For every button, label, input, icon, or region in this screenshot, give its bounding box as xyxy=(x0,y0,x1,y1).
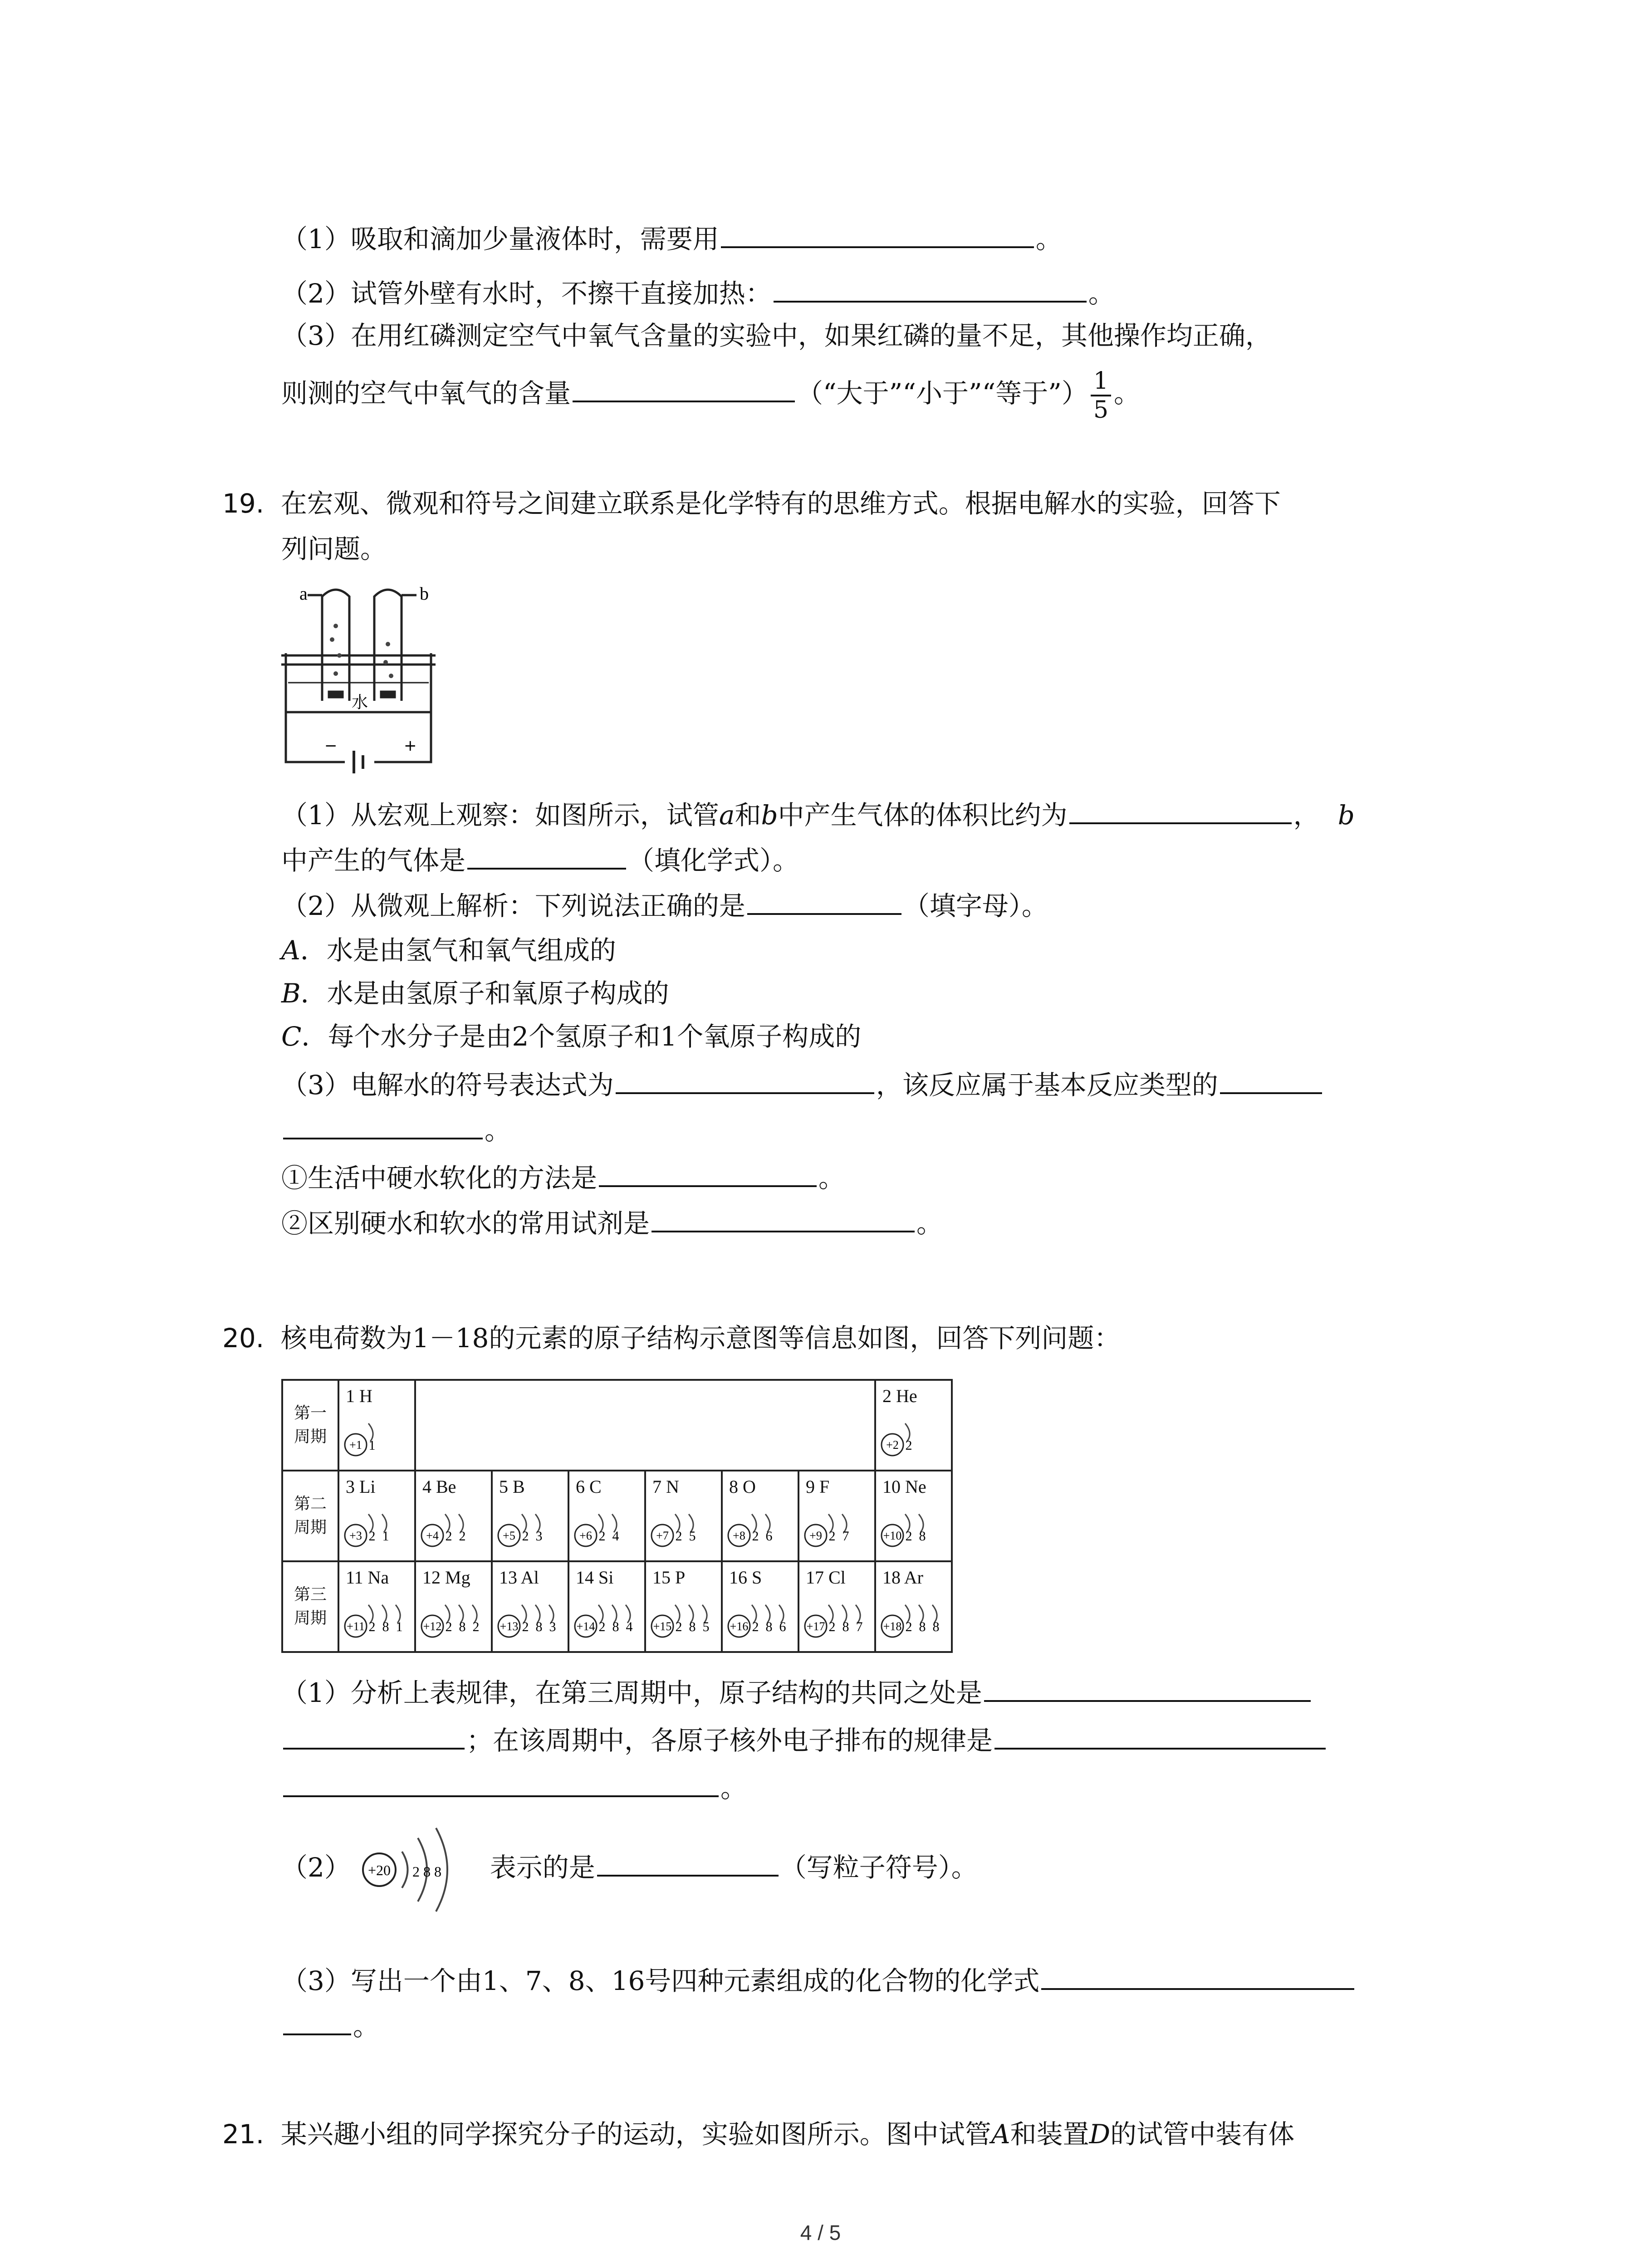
option-text: ．水是由氢气和氧气组成的 xyxy=(300,935,616,966)
period-label-text: 第二 周期 xyxy=(294,1495,327,1537)
answer-blank[interactable] xyxy=(1220,1066,1322,1094)
tube-b-label: b xyxy=(420,583,429,604)
q18-part1-text: （1）吸取和滴加少量液体时，需要用 xyxy=(281,224,719,254)
shell-electron-count: 7 xyxy=(842,1529,849,1544)
q19-stem: 在宏观、微观和符号之间建立联系是化学特有的思维方式。根据电解水的实验，回答下 xyxy=(280,488,1281,519)
q20-stem xyxy=(222,1320,1120,1356)
answer-blank[interactable] xyxy=(1041,1962,1354,1990)
atom-structure-diagram xyxy=(880,1510,950,1556)
shell-electron-count: 2 xyxy=(905,1619,912,1634)
q19-part1-gas: 中产生的气体是 xyxy=(281,845,466,876)
shell-electron-count: 4 xyxy=(612,1529,619,1544)
q19-sub2 xyxy=(281,1204,943,1242)
element-cell xyxy=(722,1561,798,1652)
element-number-symbol: 16 S xyxy=(729,1567,762,1588)
nucleus-charge: +20 xyxy=(368,1862,391,1878)
plus-label: + xyxy=(404,737,417,755)
shell-electron-count: 2 xyxy=(445,1529,452,1544)
shell-electron-count: 2 xyxy=(472,1619,480,1634)
element-cell xyxy=(875,1561,952,1652)
question-number: 21. xyxy=(222,2119,265,2150)
punct: 。 xyxy=(916,1208,943,1239)
element-cell xyxy=(492,1561,568,1652)
shell-electron-count: 8 xyxy=(689,1619,696,1634)
shell-electron-count: 5 xyxy=(702,1619,710,1634)
tube-a-label: a xyxy=(299,583,308,604)
q18-part3-line2 xyxy=(281,367,1140,424)
q19-sub1 xyxy=(281,1159,845,1196)
q20-part3-line1 xyxy=(281,1962,1356,1999)
q21-stem-text: 某兴趣小组的同学探究分子的运动，实验如图所示。图中试管 xyxy=(280,2119,991,2150)
answer-blank[interactable] xyxy=(467,841,626,870)
q18-part3-text2: 则测的空气中氧气的含量 xyxy=(281,378,571,409)
shell-electron-count: 2 xyxy=(522,1529,529,1544)
q19-part1-line2 xyxy=(281,841,799,879)
shell-electron-count: 3 xyxy=(535,1529,543,1544)
element-cell xyxy=(568,1471,645,1561)
q20-part1-rule: ；在该周期中，各原子核外电子排布的规律是 xyxy=(466,1725,993,1756)
punct: ， xyxy=(1293,800,1320,831)
shell-electron-count: 1 xyxy=(382,1529,389,1544)
element-number-symbol: 12 Mg xyxy=(422,1567,470,1588)
answer-blank[interactable] xyxy=(652,1204,915,1232)
element-cell xyxy=(645,1561,722,1652)
answer-blank[interactable] xyxy=(774,274,1087,303)
nucleus-charge: +13 xyxy=(500,1620,519,1633)
var-a: a xyxy=(719,800,735,831)
element-number-symbol: 7 N xyxy=(652,1476,679,1497)
q21-stem xyxy=(222,2116,1294,2152)
q18-part2-text: （2）试管外壁有水时，不擦干直接加热： xyxy=(281,278,772,309)
element-number-symbol: 1 H xyxy=(346,1386,372,1406)
shell-electron-count: 2 xyxy=(459,1529,466,1544)
punct: 。 xyxy=(353,2011,380,2042)
element-number-symbol: 14 Si xyxy=(576,1567,614,1588)
element-cell xyxy=(415,1471,492,1561)
page-number: 4 / 5 xyxy=(800,2221,841,2244)
shell-electron-count: 8 xyxy=(932,1619,940,1634)
period-row-3 xyxy=(282,1561,952,1652)
q20-part1-line1 xyxy=(281,1674,1313,1711)
punct: 。 xyxy=(1114,378,1141,409)
shell-electron-count: 1 xyxy=(368,1438,376,1453)
shell-electron-count: 8 xyxy=(919,1619,926,1634)
q19-part1-text: （1）从宏观上观察：如图所示，试管 xyxy=(281,800,719,831)
shell-electron-count: 2 xyxy=(905,1438,912,1453)
shell-electron-count: 8 xyxy=(535,1619,543,1634)
var-D: D xyxy=(1089,2119,1111,2150)
nucleus-charge: +17 xyxy=(806,1620,825,1633)
element-number-symbol: 6 C xyxy=(576,1476,602,1497)
q19-sub2-text: ②区别硬水和软水的常用试剂是 xyxy=(281,1208,650,1239)
shell-electron-count: 6 xyxy=(779,1619,786,1634)
q20-part2-hint: （写粒子符号）。 xyxy=(780,1852,978,1883)
period-label xyxy=(282,1471,338,1561)
nucleus-charge: +4 xyxy=(426,1529,439,1542)
element-cell xyxy=(338,1561,415,1652)
nucleus-charge: +3 xyxy=(349,1529,362,1542)
element-number-symbol: 3 Li xyxy=(346,1476,376,1497)
option-letter: A xyxy=(281,935,300,966)
atom-structure-diagram xyxy=(573,1601,643,1647)
atom-structure-diagram xyxy=(496,1601,567,1647)
question-number: 19. xyxy=(222,488,265,519)
nucleus-charge: +16 xyxy=(730,1620,749,1633)
answer-blank[interactable] xyxy=(994,1721,1326,1750)
nucleus-charge: +6 xyxy=(579,1529,592,1542)
var-A: A xyxy=(991,2119,1010,2150)
shell-electron-count: 2 xyxy=(522,1619,529,1634)
q20-part1-line2 xyxy=(281,1721,1327,1759)
periodic-table-figure xyxy=(281,1379,953,1653)
minus-label: − xyxy=(324,737,338,755)
shell-electron-count: 8 xyxy=(382,1619,389,1634)
option-text: ．水是由氢原子和氧原子构成的 xyxy=(300,978,669,1009)
q19-part2-hint: （填字母）。 xyxy=(903,890,1048,921)
element-number-symbol: 5 B xyxy=(499,1476,525,1497)
atom-structure-diagram xyxy=(650,1601,720,1647)
question-number: 20. xyxy=(222,1323,265,1354)
answer-blank[interactable] xyxy=(283,1721,465,1750)
answer-blank[interactable] xyxy=(283,1111,483,1139)
shell-electrons: 2 8 8 xyxy=(412,1863,442,1880)
atom-structure-diagram xyxy=(726,1510,797,1556)
q18-part3-text: （3）在用红磷测定空气中氧气含量的实验中，如果红磷的量不足，其他操作均正确， xyxy=(281,320,1272,351)
q19-option-b xyxy=(281,975,669,1012)
answer-blank[interactable] xyxy=(721,220,1034,248)
element-number-symbol: 17 Cl xyxy=(806,1567,846,1588)
punct: 。 xyxy=(485,1115,511,1146)
q18-part2 xyxy=(281,274,1115,312)
period-label-text: 第一 周期 xyxy=(294,1404,327,1446)
water-label: 水 xyxy=(352,693,368,712)
nucleus-charge: +11 xyxy=(347,1620,365,1633)
nucleus-charge: +14 xyxy=(576,1620,595,1633)
q21-stem-text2: 和装置 xyxy=(1010,2119,1089,2150)
atom-structure-diagram xyxy=(420,1510,490,1556)
period-row-1 xyxy=(282,1380,952,1471)
element-cell xyxy=(492,1471,568,1561)
element-cell xyxy=(722,1471,798,1561)
element-number-symbol: 8 O xyxy=(729,1476,756,1497)
element-cell xyxy=(645,1471,722,1561)
nucleus-charge: +2 xyxy=(886,1438,899,1452)
element-cell xyxy=(798,1471,875,1561)
answer-blank[interactable] xyxy=(283,2007,351,2035)
q20-part1-line3 xyxy=(281,1769,747,1806)
answer-blank[interactable] xyxy=(283,1769,719,1797)
atom-structure-diagram xyxy=(880,1420,950,1465)
punct: 。 xyxy=(1088,278,1115,309)
shell-electron-count: 5 xyxy=(689,1529,696,1544)
element-cell xyxy=(875,1471,952,1561)
answer-blank[interactable] xyxy=(1069,796,1292,824)
q20-part3-line2 xyxy=(281,2007,379,2044)
table-gap xyxy=(415,1380,875,1471)
element-number-symbol: 9 F xyxy=(806,1476,830,1497)
shell-electron-count: 8 xyxy=(612,1619,619,1634)
nucleus-charge: +8 xyxy=(733,1529,745,1542)
atom-structure-diagram xyxy=(343,1510,413,1556)
q19-part2 xyxy=(281,887,1048,924)
q19-stem-cont: 列问题。 xyxy=(281,533,387,564)
atom-structure-diagram xyxy=(420,1601,490,1647)
shell-electron-count: 2 xyxy=(905,1529,912,1544)
element-cell xyxy=(415,1561,492,1652)
q19-part3-text: （3）电解水的符号表达式为 xyxy=(281,1070,614,1100)
atom-structure-diagram xyxy=(343,1420,413,1465)
q18-part3-options: （“大于”“小于”“等于”） xyxy=(797,378,1088,409)
shell-electron-count: 8 xyxy=(919,1529,926,1544)
var-b: b xyxy=(1337,800,1355,831)
shell-electron-count: 2 xyxy=(368,1529,376,1544)
element-number-symbol: 18 Ar xyxy=(882,1567,923,1588)
nucleus-charge: +15 xyxy=(653,1620,672,1633)
q20-part2-text: 表示的是 xyxy=(490,1852,595,1883)
shell-electron-count: 2 xyxy=(752,1619,759,1634)
answer-blank[interactable] xyxy=(599,1159,817,1187)
q19-part2-text: （2）从微观上解析：下列说法正确的是 xyxy=(281,890,745,921)
q19-sub1-text: ①生活中硬水软化的方法是 xyxy=(281,1163,598,1193)
shell-electron-count: 7 xyxy=(856,1619,863,1634)
q20-part2-label: （2） xyxy=(281,1852,351,1883)
shell-electron-count: 3 xyxy=(549,1619,556,1634)
q19-stem-line1 xyxy=(222,485,1281,522)
element-number-symbol: 10 Ne xyxy=(882,1476,926,1497)
element-number-symbol: 13 Al xyxy=(499,1567,539,1588)
fraction-numerator: 1 xyxy=(1091,367,1111,396)
answer-blank[interactable] xyxy=(747,887,901,915)
calcium-ion-structure-diagram xyxy=(359,1824,481,1915)
nucleus-charge: +9 xyxy=(809,1529,822,1542)
shell-electron-count: 8 xyxy=(842,1619,849,1634)
shell-electron-count: 4 xyxy=(626,1619,633,1634)
atom-structure-diagram xyxy=(803,1510,873,1556)
q19-stem-line2 xyxy=(281,531,387,567)
shell-electron-count: 1 xyxy=(396,1619,403,1634)
q19-part3-line2 xyxy=(281,1111,511,1149)
element-cell xyxy=(798,1561,875,1652)
element-number-symbol: 4 Be xyxy=(422,1476,456,1497)
q21-stem-text3: 的试管中装有体 xyxy=(1110,2119,1295,2150)
atom-structure-diagram xyxy=(573,1510,643,1556)
q19-part3-type: ，该反应属于基本反应类型的 xyxy=(876,1070,1218,1100)
answer-blank[interactable] xyxy=(573,374,795,402)
q19-option-c xyxy=(281,1018,861,1055)
q18-part3-line1 xyxy=(281,318,1272,354)
atom-structure-diagram xyxy=(650,1510,720,1556)
nucleus-charge: +12 xyxy=(423,1620,442,1633)
shell-electron-count: 2 xyxy=(828,1529,836,1544)
answer-blank[interactable] xyxy=(616,1066,874,1094)
q20-stem-text: 核电荷数为1－18的元素的原子结构示意图等信息如图，回答下列问题： xyxy=(280,1323,1121,1354)
element-cell xyxy=(875,1380,952,1471)
q20-part2 xyxy=(281,1848,978,1888)
element-number-symbol: 2 He xyxy=(882,1386,917,1406)
option-text: ．每个水分子是由2个氢原子和1个氧原子构成的 xyxy=(301,1021,862,1052)
q19-part3-line1 xyxy=(281,1066,1324,1103)
q20-part3-text: （3）写出一个由1、7、8、16号四种元素组成的化合物的化学式 xyxy=(281,1965,1040,1996)
period-label xyxy=(282,1561,338,1652)
period-label xyxy=(282,1380,338,1471)
element-number-symbol: 11 Na xyxy=(346,1567,389,1588)
shell-electron-count: 6 xyxy=(765,1529,773,1544)
shell-electron-count: 2 xyxy=(675,1619,682,1634)
q19-part1-and: 和 xyxy=(735,800,761,831)
shell-electron-count: 8 xyxy=(765,1619,773,1634)
q20-part1-text: （1）分析上表规律，在第三周期中，原子结构的共同之处是 xyxy=(281,1677,982,1708)
shell-electron-count: 8 xyxy=(459,1619,466,1634)
var-b: b xyxy=(761,800,778,831)
answer-blank[interactable] xyxy=(597,1848,779,1877)
period-label-text: 第三 周期 xyxy=(294,1585,327,1628)
atom-structure-diagram xyxy=(343,1601,413,1647)
q19-part1-line1 xyxy=(281,796,1355,833)
option-letter: C xyxy=(281,1021,302,1052)
q19-option-a xyxy=(281,932,616,968)
q19-part1-ratio: 中产生气体的体积比约为 xyxy=(778,800,1068,831)
punct: 。 xyxy=(1035,224,1062,254)
element-cell xyxy=(338,1380,415,1471)
element-cell xyxy=(568,1561,645,1652)
element-number-symbol: 15 P xyxy=(652,1567,686,1588)
electrolysis-apparatus-figure xyxy=(272,576,463,780)
shell-electron-count: 2 xyxy=(752,1529,759,1544)
shell-electron-count: 2 xyxy=(598,1529,606,1544)
punct: 。 xyxy=(720,1773,747,1804)
answer-blank[interactable] xyxy=(984,1674,1311,1702)
nucleus-charge: +7 xyxy=(656,1529,669,1542)
shell-electron-count: 2 xyxy=(368,1619,376,1634)
element-cell xyxy=(338,1471,415,1561)
fraction-one-fifth xyxy=(1091,367,1111,424)
q18-part1 xyxy=(281,220,1062,257)
shell-electron-count: 2 xyxy=(828,1619,836,1634)
atom-structure-diagram xyxy=(803,1601,873,1647)
shell-electron-count: 2 xyxy=(598,1619,606,1634)
q19-part1-hint: （填化学式）。 xyxy=(628,845,799,876)
shell-electron-count: 2 xyxy=(445,1619,452,1634)
punct: 。 xyxy=(818,1163,845,1193)
atom-structure-diagram xyxy=(880,1601,950,1647)
option-letter: B xyxy=(281,978,301,1009)
nucleus-charge: +18 xyxy=(883,1620,902,1633)
atom-structure-diagram xyxy=(726,1601,797,1647)
nucleus-charge: +10 xyxy=(883,1529,902,1542)
fraction-denominator: 5 xyxy=(1093,396,1109,424)
nucleus-charge: +5 xyxy=(503,1529,515,1542)
nucleus-charge: +1 xyxy=(349,1438,362,1452)
period-row-2 xyxy=(282,1471,952,1561)
shell-electron-count: 2 xyxy=(675,1529,682,1544)
atom-structure-diagram xyxy=(496,1510,567,1556)
